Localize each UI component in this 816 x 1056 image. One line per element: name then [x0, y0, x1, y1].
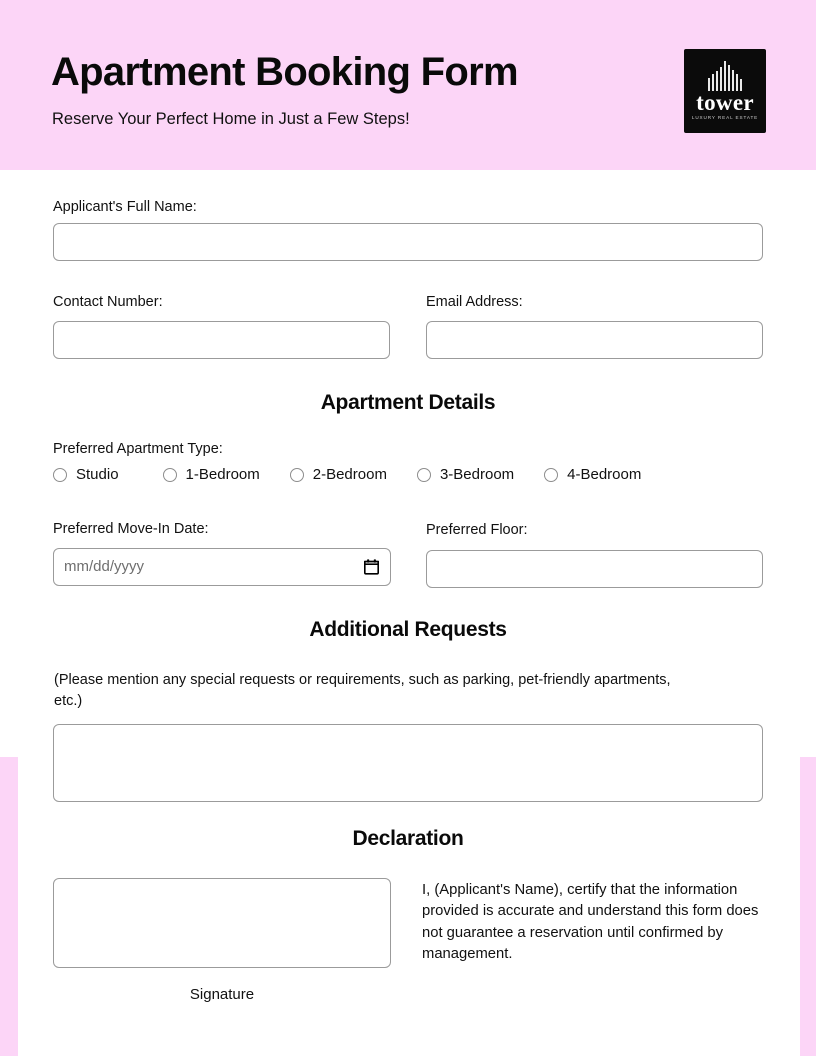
apartment-type-label: Preferred Apartment Type: [53, 441, 223, 457]
radio-circle-icon [544, 468, 558, 482]
section-heading-declaration: Declaration [352, 827, 464, 850]
section-heading-apartment-details: Apartment Details [320, 391, 496, 414]
radio-option-3-bedroom[interactable] [417, 466, 514, 483]
move-in-date-input[interactable] [53, 548, 391, 586]
signature-caption: Signature [189, 986, 255, 1003]
radio-circle-icon [163, 468, 177, 482]
radio-label: 2-Bedroom [312, 466, 387, 483]
preferred-floor-input[interactable] [426, 550, 763, 588]
radio-circle-icon [417, 468, 431, 482]
radio-option-1-bedroom[interactable] [163, 466, 260, 483]
page-subtitle: Reserve Your Perfect Home in Just a Few Steps! [52, 110, 410, 128]
radio-label: 1-Bedroom [185, 466, 260, 483]
apartment-type-radio-group [53, 466, 641, 483]
move-in-date-placeholder: mm/dd/yyyy [64, 558, 145, 575]
additional-requests-textarea[interactable] [53, 724, 763, 802]
header-banner [0, 0, 816, 170]
logo-tagline: LUXURY REAL ESTATE [691, 115, 759, 120]
radio-option-4-bedroom[interactable] [544, 466, 641, 483]
declaration-text: I, (Applicant's Name), certify that the information provided is accurate and understand this form does not guarantee a reservation until confirmed by management. [422, 882, 759, 963]
full-name-label: Applicant's Full Name: [53, 199, 197, 215]
move-in-date-field[interactable] [53, 548, 391, 586]
right-accent-strip [800, 757, 816, 1056]
logo-wordmark: tower [696, 90, 754, 115]
radio-label: 3-Bedroom [439, 466, 515, 483]
form-body [0, 170, 816, 1003]
left-accent-strip [0, 757, 18, 1056]
radio-circle-icon [290, 468, 304, 482]
radio-circle-icon [53, 468, 67, 482]
page-title: Apartment Booking Form [51, 50, 518, 94]
tower-logo [684, 49, 766, 133]
contact-number-label: Contact Number: [53, 294, 163, 310]
radio-label: Studio [76, 466, 119, 483]
full-name-input[interactable] [53, 223, 763, 261]
email-address-label: Email Address: [426, 294, 523, 310]
radio-option-2-bedroom[interactable] [290, 466, 387, 483]
building-bars-icon [684, 61, 766, 91]
additional-requests-note: (Please mention any special requests or requirements, such as parking, pet-friendly apartments, etc.) [54, 672, 671, 710]
preferred-floor-label: Preferred Floor: [426, 522, 528, 538]
move-in-date-label: Preferred Move-In Date: [53, 521, 209, 537]
section-heading-additional-requests: Additional Requests [309, 618, 507, 641]
radio-label: 4-Bedroom [567, 466, 642, 483]
radio-option-studio[interactable] [53, 466, 119, 483]
email-address-input[interactable] [426, 321, 763, 359]
contact-number-input[interactable] [53, 321, 390, 359]
signature-box[interactable] [53, 878, 391, 968]
